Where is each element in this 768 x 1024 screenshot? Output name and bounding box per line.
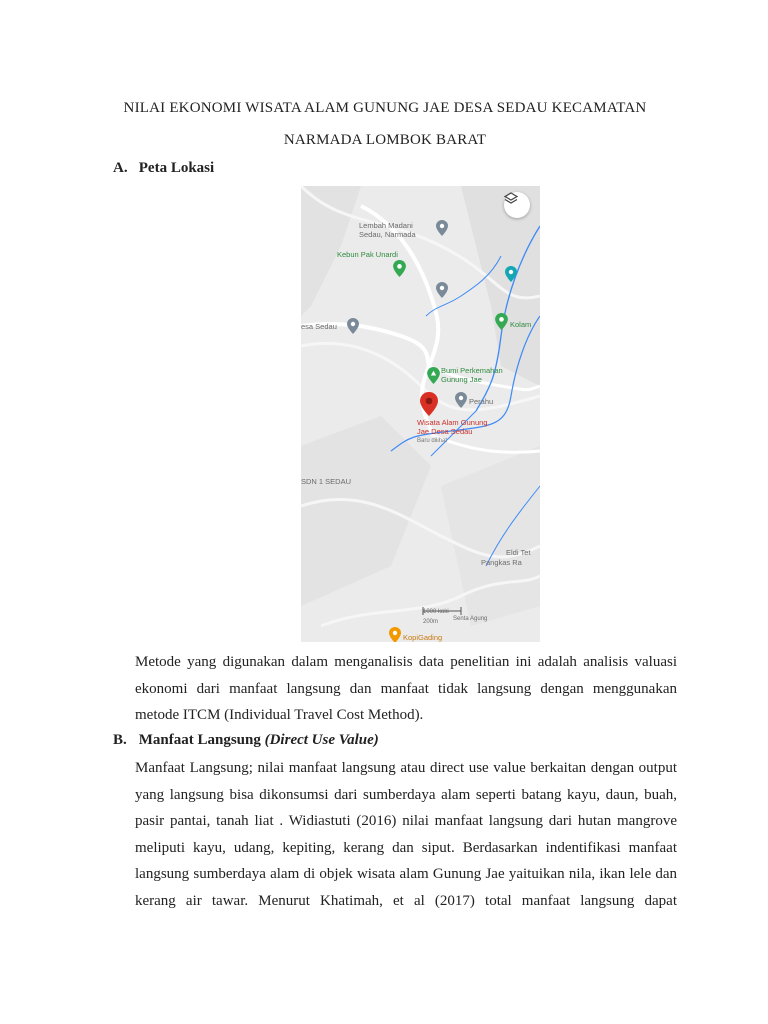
label-kolam: Kolam: [510, 320, 532, 329]
label-eldi: Eldi Tet: [506, 548, 531, 557]
label-kebun-pak-unardi: Kebun Pak Unardi: [337, 250, 398, 259]
layers-button[interactable]: [504, 192, 530, 218]
title-line-1: NILAI EKONOMI WISATA ALAM GUNUNG JAE DESA SEDAU KECAMATAN: [123, 100, 647, 116]
camp-pin-icon[interactable]: [427, 367, 440, 384]
section-a-number: A.: [113, 160, 128, 176]
label-gunung-jae: Gunung Jae: [441, 375, 482, 384]
paragraph-1-line: ekonomi dari manfaat langsung dan manfaat tidak langsung dengan menggunakan: [135, 680, 677, 697]
cafe-pin-icon[interactable]: [389, 627, 401, 642]
label-desa-sedau: esa Sedau: [301, 322, 337, 331]
kolam-pin-icon[interactable]: [495, 313, 508, 330]
paragraph-manfaat-langsung: [135, 755, 677, 914]
label-kopi-gading: KopiGading: [403, 633, 443, 642]
office-pin-icon[interactable]: [347, 318, 359, 334]
paragraph-1-line: Metode yang digunakan dalam menganalisis data penelitian ini adalah analisis valuasi: [135, 654, 677, 670]
paragraph-2-line: meliputi kayu, udang, kepiting, kerang dan siput. Berdasarkan indentifikasi manfaat: [135, 839, 677, 856]
label-bumi-perkemahan: Bumi Perkemahan: [441, 366, 503, 375]
label-sdn-1-sedau: SDN 1 SEDAU: [301, 477, 352, 486]
scale-feet: 1000 kaki: [423, 609, 449, 615]
location-map: [301, 186, 540, 642]
label-perahu: Perahu: [469, 397, 494, 406]
selected-location-pin-icon[interactable]: [420, 391, 438, 417]
paragraph-2-line: yang langsung bisa dikonsumsi dari sumberdaya alam seperti batang kayu, daun, buah,: [135, 786, 677, 803]
document-title: [80, 92, 690, 156]
grey-pin-icon[interactable]: [436, 282, 448, 298]
perahu-pin-icon[interactable]: [455, 392, 467, 408]
section-b-number: B.: [113, 732, 127, 748]
label-wisata-alam: Wisata Alam Gunung: [417, 418, 488, 427]
place-pin-icon[interactable]: [436, 220, 448, 236]
paragraph-2-line: langsung sumberdaya alam di objek wisata alam Gunung Jae yaituikan nila, ikan lele dan: [135, 866, 677, 882]
section-a-label: Peta Lokasi: [138, 160, 215, 176]
water-pin-icon[interactable]: [505, 266, 517, 282]
label-jae-desa-sedau: Jae Desa Sedau: [417, 427, 473, 436]
title-line-2: NARMADA LOMBOK BARAT: [283, 132, 487, 148]
section-b-label-italic: (Direct Use Value): [264, 732, 379, 748]
scale-meters: 200m: [423, 619, 439, 625]
paragraph-2-line: Manfaat Langsung; nilai manfaat langsung atau direct use value berkaitan dengan output: [135, 760, 677, 776]
label-lembah-madani: Lembah Madani: [359, 221, 413, 230]
paragraph-2-line: pasir pantai, tanah liat . Widiastuti (2016) nilai manfaat langsung dari hutan mangrove: [135, 813, 677, 829]
section-b-label: Manfaat Langsung: [138, 732, 261, 748]
section-b-heading: [113, 732, 379, 749]
label-sedau-narmada: Sedau, Narmada: [359, 230, 416, 239]
section-a-heading: [113, 160, 214, 177]
paragraph-1-line: metode ITCM (Individual Travel Cost Method).: [135, 707, 424, 723]
garden-pin-icon[interactable]: [393, 260, 406, 277]
label-baru-dilihat: Baru dilihat: [417, 438, 448, 444]
paragraph-metode: [135, 649, 677, 729]
paragraph-2-line: kerang air tawar. Menurut Khatimah, et al (2017) total manfaat langsung dapat: [135, 892, 677, 909]
label-pangkas: Pangkas Ra: [481, 558, 522, 567]
layers-icon: [504, 192, 518, 206]
label-street: Senta Agung: [453, 616, 488, 622]
